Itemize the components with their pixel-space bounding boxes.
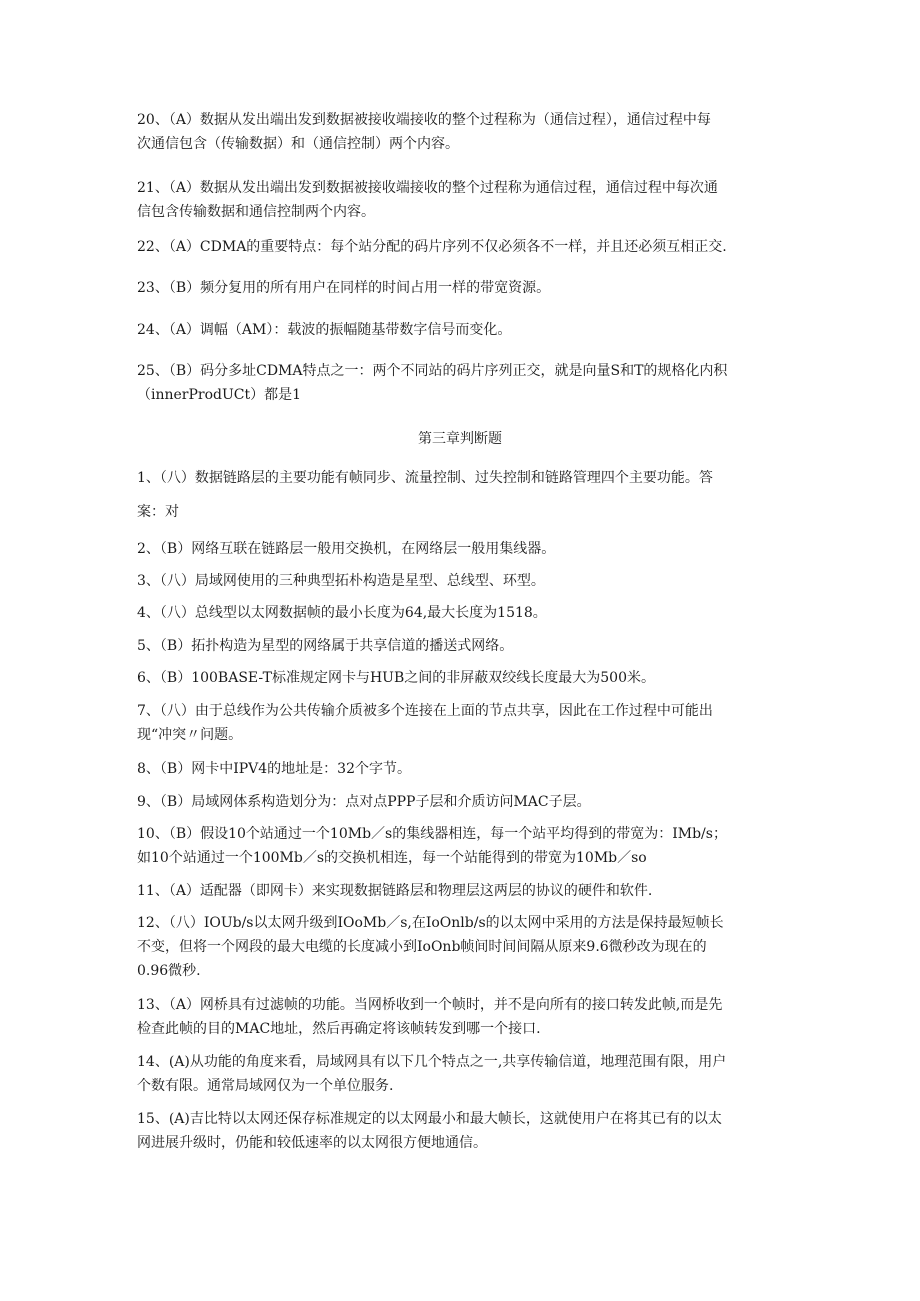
text-line: 检查此帧的目的MAC地址，然后再确定将该帧转发到哪一个接口. [137, 1021, 541, 1037]
text-line: 案：对 [137, 504, 179, 520]
question-22 [137, 235, 787, 259]
judgment-5 [137, 634, 787, 658]
text-line: 0.96微秒. [137, 963, 201, 979]
text-line: 25、（B）码分多址CDMA特点之一：两个不同站的码片序列正交，就是向量S和T的规格化内积 [137, 363, 728, 379]
judgment-13 [137, 993, 787, 1041]
text-line: 10、（B）假设10个站通过一个10Mb／s的集线器相连，每一个站平均得到的带宽为：IMb/s； [137, 826, 727, 842]
judgment-10 [137, 822, 787, 870]
text-line: 24、（A）调幅（AM）：载波的振幅随基带数字信号而变化。 [137, 322, 512, 338]
judgment-15 [137, 1107, 787, 1155]
text-line: 21、（A）数据从发出端出发到数据被接收端接收的整个过程称为通信过程，通信过程中每次通 [137, 180, 718, 196]
text-line: 信包含传输数据和通信控制两个内容。 [137, 204, 375, 220]
text-line: （innerProdUCt）都是1 [137, 387, 302, 403]
text-line: 23、（B）频分复用的所有用户在同样的时间占用一样的带宽资源。 [137, 280, 551, 296]
judgment-14 [137, 1050, 787, 1098]
judgment-9 [137, 790, 787, 814]
text-line: 11、（A）适配器（即网卡）来实现数据链路层和物理层这两层的协议的硬件和软件. [137, 883, 653, 899]
judgment-11 [137, 879, 787, 903]
text-line: 4、（八）总线型以太网数据帧的最小长度为64,最大长度为1518。 [137, 605, 547, 621]
text-line: 14、(A)从功能的角度来看，局域网具有以下几个特点之一,共享传输信道，地理范围有限，用户 [137, 1054, 727, 1070]
text-line: 5、（B）拓扑构造为星型的网络属于共享信道的播送式网络。 [137, 638, 514, 654]
judgment-4 [137, 601, 787, 625]
text-line: 3、（八）局域网使用的三种典型拓朴构造是星型、总线型、环型。 [137, 573, 545, 589]
question-20 [137, 108, 787, 156]
judgment-12 [137, 911, 787, 983]
text-line: 15、(A)吉比特以太网还保存标准规定的以太网最小和最大帧长，这就使用户在将其已有的以太 [137, 1111, 722, 1127]
text-line: 22、（A）CDMA的重要特点：每个站分配的码片序列不仅必须各不一样，并且还必须互相正交. [137, 239, 727, 255]
judgment-8 [137, 757, 787, 781]
judgment-3 [137, 569, 787, 593]
question-25 [137, 359, 787, 407]
text-line: 20、（A）数据从发出端出发到数据被接收端接收的整个过程称为（通信过程），通信过程中每 [137, 112, 711, 128]
text-line: 9、（B）局域网体系构造划分为：点对点PPP子层和介质访问MAC子层。 [137, 794, 591, 810]
text-line: 不变，但将一个网段的最大电缆的长度减小到IoOnb帧间时间间隔从原来9.6微秒改为现在的 [137, 939, 707, 955]
text-line: 现“冲突〃问题。 [137, 727, 243, 743]
text-line: 13、（A）网桥具有过滤帧的功能。当网桥收到一个帧时，并不是向所有的接口转发此帧,而是先 [137, 997, 723, 1013]
question-24 [137, 318, 787, 342]
text-line: 网进展升级时，仍能和较低速率的以太网很方便地通信。 [137, 1135, 487, 1151]
text-line: 12、（八）IOUb/s以太网升级到IOoMb／s,在IoOnlb/s的以太网中采用的方法是保持最短帧长 [137, 915, 724, 931]
question-21 [137, 176, 787, 224]
judgment-6 [137, 666, 787, 690]
judgment-7 [137, 699, 787, 747]
text-line: 6、（B）100BASE-T标准规定网卡与HUB之间的非屏蔽双绞线长度最大为500米。 [137, 670, 655, 686]
text-line: 8、（B）网卡中IPV4的地址是：32个字节。 [137, 761, 411, 777]
judgment-2 [137, 537, 787, 561]
judgment-1 [137, 466, 787, 490]
text-line: 1、（八）数据链路层的主要功能有帧同步、流量控制、过失控制和链路管理四个主要功能。答 [137, 470, 713, 486]
text-line: 2、（B）网络互联在链路层一般用交换机，在网络层一般用集线器。 [137, 541, 556, 557]
question-23 [137, 276, 787, 300]
chapter-title: 第三章判断题 [418, 431, 502, 447]
text-line: 次通信包含（传输数据）和（通信控制）两个内容。 [137, 136, 459, 152]
text-line: 个数有限。通常局域网仅为一个单位服务. [137, 1078, 394, 1094]
text-line: 7、（八）由于总线作为公共传输介质被多个连接在上面的节点共享，因此在工作过程中可能出 [137, 703, 713, 719]
judgment-1-answer [137, 500, 787, 524]
text-line: 如10个站通过一个100Mb／s的交换机相连，每一个站能得到的带宽为10Mb／so [137, 850, 647, 866]
